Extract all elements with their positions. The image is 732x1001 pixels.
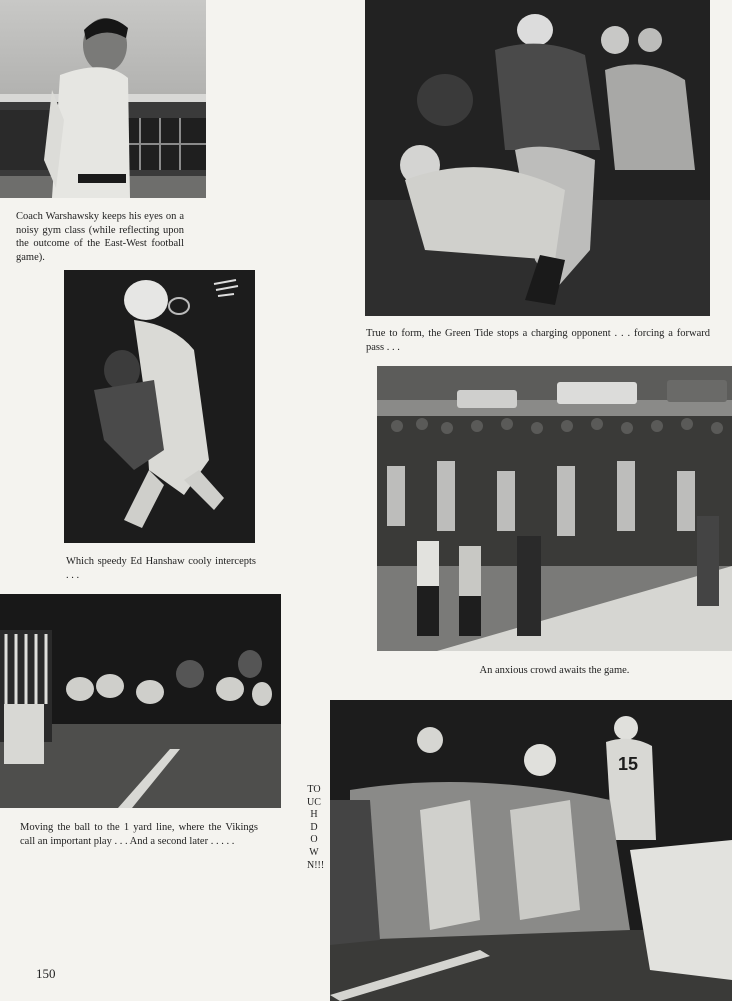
page-number: 150 [36, 966, 56, 981]
tackle-photo [365, 0, 710, 316]
crowd-caption: An anxious crowd awaits the game. [479, 665, 630, 676]
touchdown-photo [330, 700, 732, 1001]
intercept-caption: Which speedy Ed Hanshaw cooly intercepts . . . [66, 556, 256, 581]
tackle-caption: True to form, the Green Tide stops a charging opponent . . . forcing a forward pass . . . [366, 328, 710, 353]
yardline-caption: Moving the ball to the 1 yard line, where the Vikings call an important play . . . And a second later . . . . . [20, 822, 258, 847]
touchdown-vertical-text: TOUCHDOWN!!! [307, 784, 325, 871]
coach-photo [0, 0, 206, 198]
intercept-photo [64, 270, 255, 543]
yardline-photo [0, 594, 281, 808]
jersey-number: 15 [618, 754, 639, 774]
coach-caption: Coach Warshawsky keeps his eyes on a noisy gym class (while reflecting upon the outcome of the East-West football game). [16, 211, 184, 263]
crowd-photo [377, 366, 732, 651]
